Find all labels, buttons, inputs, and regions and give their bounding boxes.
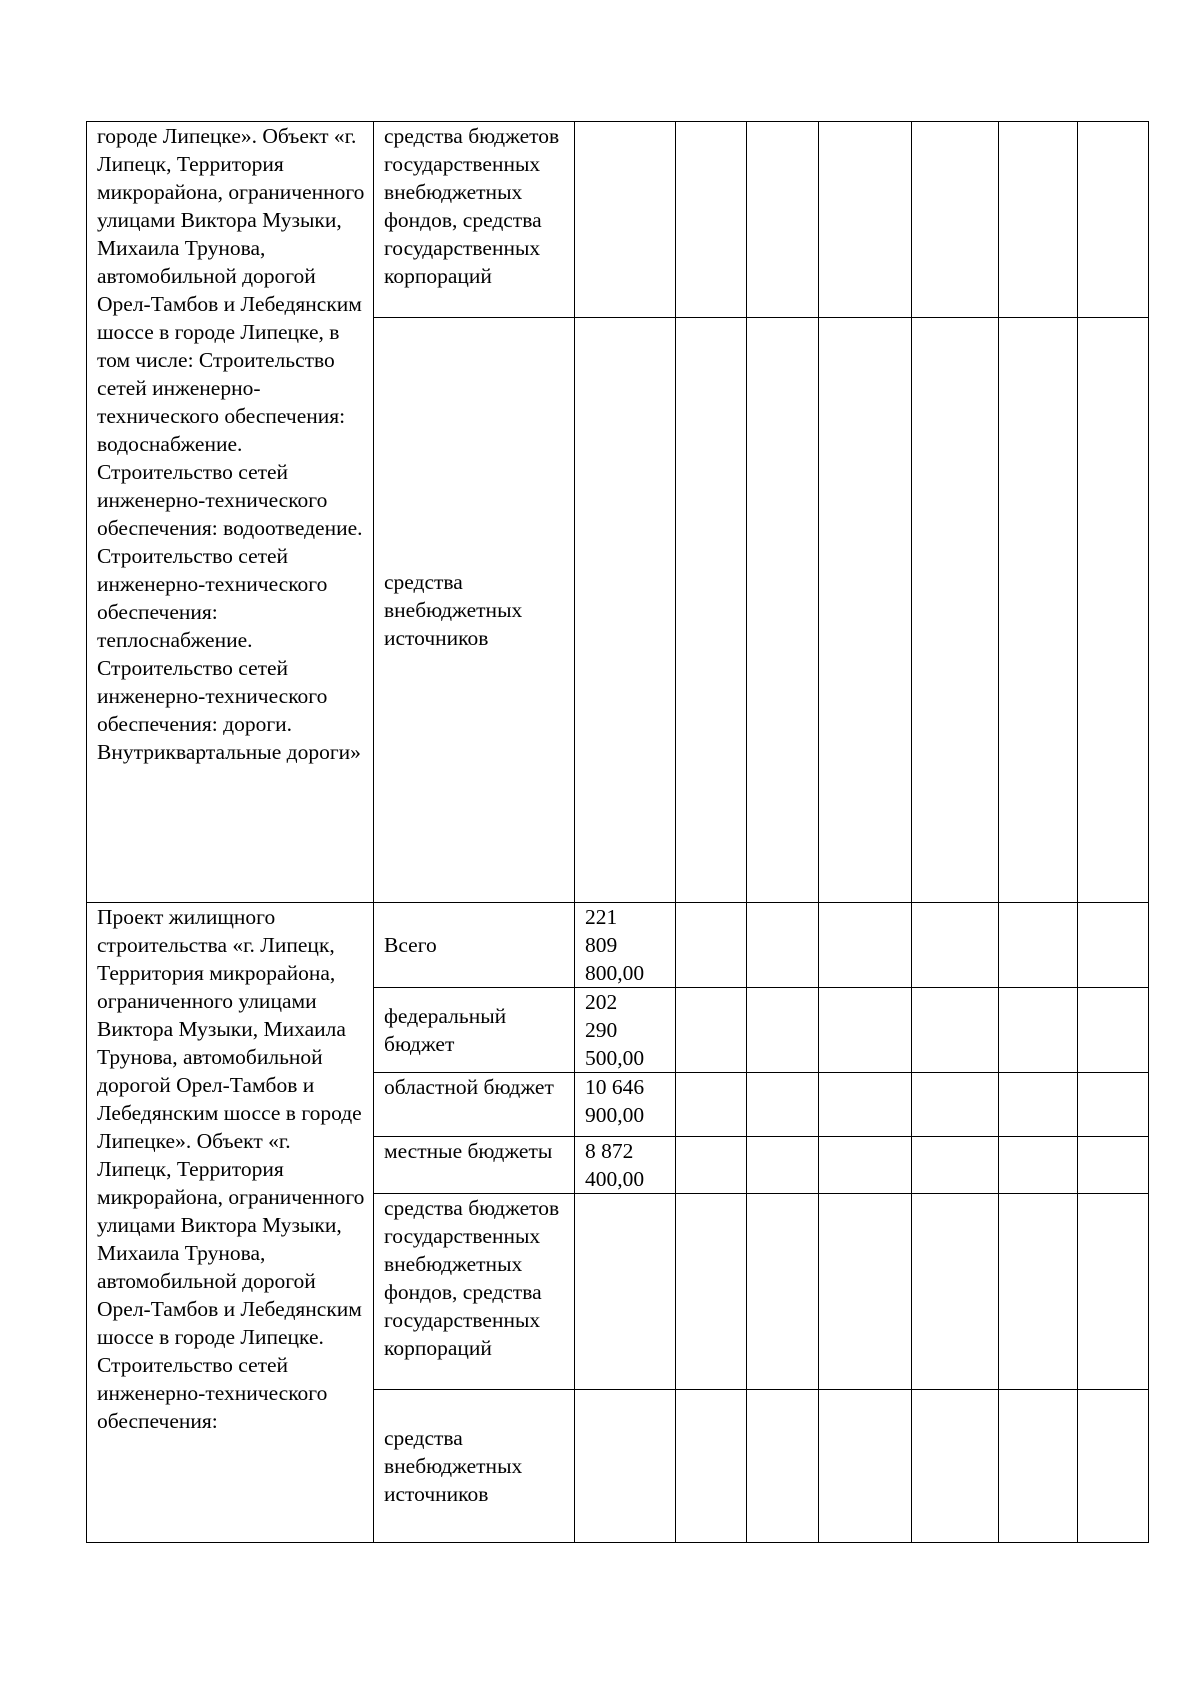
amount-line: 8 872 — [585, 1139, 634, 1163]
empty-cell — [747, 903, 819, 988]
empty-cell — [1078, 122, 1149, 318]
empty-cell — [747, 1137, 819, 1194]
object-description-cell: Проект жилищного строительства «г. Липецк, Территория микрорайона, ограниченного улицами Виктора Музыки, Михаила Трунова, автомобильной дорогой Орел-Тамбов и Лебедянским шоссе в городе Липецке». Объект «г. Липецк, Территория микрорайона, ограниченного улицами Виктора Музыки, Михаила Трунова, автомобильной дорогой Орел-Тамбов и Лебедянским шоссе в городе Липецке. Строительство сетей инженерно-технического обеспечения: — [87, 903, 374, 1543]
empty-cell — [676, 1194, 747, 1390]
amount-cell — [575, 122, 676, 318]
budget-table — [86, 121, 1149, 1543]
amount-cell — [575, 1194, 676, 1390]
amount-line: 500,00 — [585, 1046, 645, 1070]
empty-cell — [676, 1390, 747, 1543]
amount-line: 900,00 — [585, 1103, 645, 1127]
empty-cell — [999, 318, 1078, 903]
empty-cell — [1078, 1194, 1149, 1390]
amount-line: 221 — [585, 905, 618, 929]
amount-line: 202 — [585, 990, 618, 1014]
empty-cell — [819, 1073, 912, 1137]
funding-source-cell: средства внебюджетных источников — [374, 318, 575, 903]
empty-cell — [1078, 988, 1149, 1073]
empty-cell — [999, 122, 1078, 318]
empty-cell — [676, 903, 747, 988]
empty-cell — [999, 988, 1078, 1073]
table-row — [87, 122, 1149, 318]
amount-line: 800,00 — [585, 961, 645, 985]
empty-cell — [676, 318, 747, 903]
empty-cell — [1078, 903, 1149, 988]
empty-cell — [912, 122, 999, 318]
empty-cell — [999, 903, 1078, 988]
amount-cell — [575, 1137, 676, 1194]
object-description-cell: городе Липецке». Объект «г. Липецк, Территория микрорайона, ограниченного улицами Виктора Музыки, Михаила Трунова, автомобильной дорогой Орел-Тамбов и Лебедянским шоссе в городе Липецке, в том числе: Строительство сетей инженерно-технического обеспечения: водоснабжение. Строительство сетей инженерно-технического обеспечения: водоотведение. Строительство сетей инженерно-технического обеспечения: теплоснабжение. Строительство сетей инженерно-технического обеспечения: дороги. Внутриквартальные дороги» — [87, 122, 374, 903]
empty-cell — [912, 1137, 999, 1194]
empty-cell — [676, 988, 747, 1073]
table-row — [87, 903, 1149, 988]
amount-cell — [575, 903, 676, 988]
empty-cell — [1078, 1073, 1149, 1137]
empty-cell — [676, 122, 747, 318]
amount-line: 290 — [585, 1018, 618, 1042]
empty-cell — [912, 988, 999, 1073]
empty-cell — [819, 1137, 912, 1194]
empty-cell — [999, 1137, 1078, 1194]
funding-source-cell: средства бюджетов государственных внебюджетных фондов, средства государственных корпораций — [374, 1194, 575, 1390]
funding-source-cell: местные бюджеты — [374, 1137, 575, 1194]
empty-cell — [1078, 1390, 1149, 1543]
empty-cell — [819, 1194, 912, 1390]
empty-cell — [747, 1390, 819, 1543]
amount-line: 10 646 — [585, 1075, 645, 1099]
empty-cell — [747, 1194, 819, 1390]
amount-cell — [575, 988, 676, 1073]
amount-cell — [575, 1390, 676, 1543]
empty-cell — [819, 1390, 912, 1543]
empty-cell — [819, 903, 912, 988]
funding-source-cell: средства бюджетов государственных внебюджетных фондов, средства государственных корпораций — [374, 122, 575, 318]
empty-cell — [1078, 1137, 1149, 1194]
empty-cell — [999, 1194, 1078, 1390]
empty-cell — [747, 1073, 819, 1137]
empty-cell — [912, 1073, 999, 1137]
empty-cell — [912, 1390, 999, 1543]
amount-cell — [575, 318, 676, 903]
empty-cell — [676, 1137, 747, 1194]
funding-source-cell: федеральный бюджет — [374, 988, 575, 1073]
funding-source-cell: Всего — [374, 903, 575, 988]
funding-source-cell: средства внебюджетных источников — [374, 1390, 575, 1543]
empty-cell — [912, 1194, 999, 1390]
empty-cell — [912, 903, 999, 988]
empty-cell — [819, 122, 912, 318]
empty-cell — [1078, 318, 1149, 903]
empty-cell — [747, 318, 819, 903]
empty-cell — [999, 1073, 1078, 1137]
empty-cell — [819, 318, 912, 903]
empty-cell — [999, 1390, 1078, 1543]
empty-cell — [819, 988, 912, 1073]
empty-cell — [912, 318, 999, 903]
empty-cell — [676, 1073, 747, 1137]
amount-cell — [575, 1073, 676, 1137]
amount-line: 400,00 — [585, 1167, 645, 1191]
empty-cell — [747, 988, 819, 1073]
empty-cell — [747, 122, 819, 318]
amount-line: 809 — [585, 933, 618, 957]
funding-source-cell: областной бюджет — [374, 1073, 575, 1137]
